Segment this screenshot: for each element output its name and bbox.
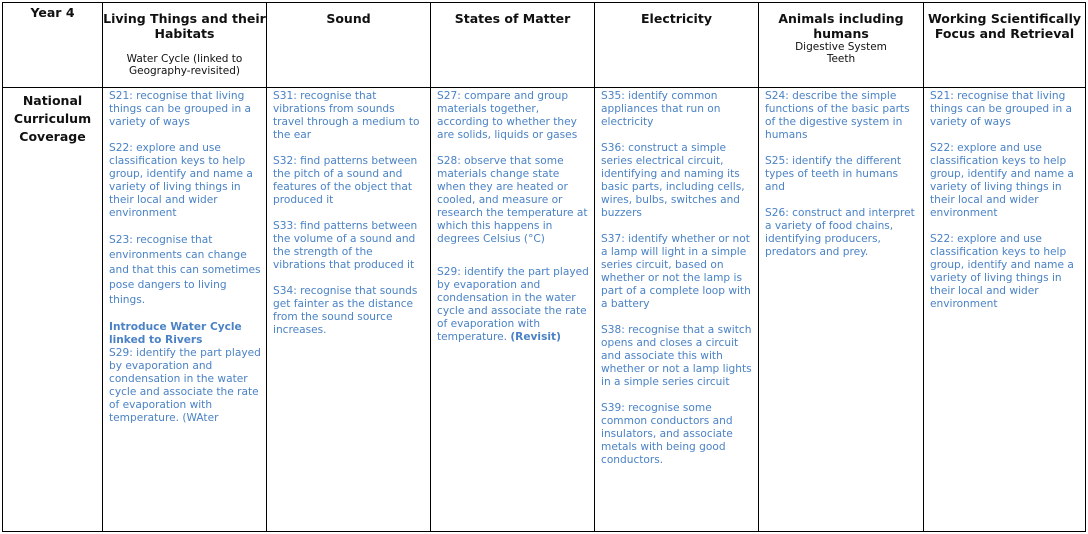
objective-text: S39: recognise some common conductors and insulators, and associate metals with being good conductors. [601, 402, 733, 466]
column-subtitle: Water Cycle (linked to Geography-revisited) [126, 53, 243, 77]
objective-text: S35: identify common appliances that run on electricity [601, 90, 721, 128]
cell-electricity [595, 88, 759, 532]
objective-text [437, 266, 590, 344]
objective-text: S25: identify the different types of teeth in humans and [765, 155, 902, 193]
objective-text: S34: recognise that sounds get fainter as the distance from the sound source increases. [273, 285, 418, 336]
objective-text: S24: describe the simple functions of the basic parts of the digestive system in humans [765, 90, 910, 141]
corner-cell [3, 3, 103, 88]
column-subtitle: Digestive System [795, 41, 887, 53]
column-title: Electricity [641, 11, 712, 26]
row-label-line: Coverage [19, 129, 86, 144]
column-title: States of Matter [454, 11, 571, 26]
objective-text: S27: compare and group materials together, according to whether they are solids, liquids or gases [437, 90, 578, 141]
row-label-cell [3, 88, 103, 532]
objective-text: S37: identify whether or not a lamp will light in a simple series circuit, based on whether or not the lamp is part of a complete loop with a battery [601, 233, 751, 310]
objective-text: S29: identify the part played by evaporation and condensation in the water cycle and associate the rate of evaporation with temperature. (WAter [109, 347, 261, 424]
objective-text: S32: find patterns between the pitch of a sound and features of the object that produced it [273, 155, 418, 206]
column-header-states-of-matter [431, 3, 595, 88]
row-label-line: Curriculum [13, 111, 92, 126]
objective-text: S33: find patterns between the volume of a sound and the strength of the vibrations that produced it [273, 220, 418, 271]
column-header-animals [759, 3, 924, 88]
cell-living-things [103, 88, 267, 532]
objective-text: S23: recognise that environments can change and that this can sometimes pose dangers to living things. [109, 234, 261, 306]
curriculum-table [2, 2, 1086, 532]
column-subtitle: Teeth [826, 53, 856, 65]
header-row [3, 3, 1086, 88]
row-label-line: National [22, 93, 83, 108]
column-header-working-scientifically [924, 3, 1086, 88]
year-label: Year 4 [30, 5, 75, 20]
objective-text: S21: recognise that living things can be grouped in a variety of ways [930, 90, 1073, 128]
column-title: Working Scientifically Focus and Retrieval [927, 11, 1082, 41]
column-header-living-things [103, 3, 267, 88]
column-title: Animals including humans [778, 11, 904, 41]
objective-body: S29: identify the part played by evaporation and condensation in the water cycle and associate the rate of evaporation with temperature. [437, 266, 589, 343]
objective-text: S26: construct and interpret a variety of food chains, identifying producers, predators and prey. [765, 207, 915, 258]
column-title: Sound [326, 11, 371, 26]
cell-working-scientifically [924, 88, 1086, 532]
cell-states-of-matter [431, 88, 595, 532]
objective-text: S21: recognise that living things can be grouped in a variety of ways [109, 90, 252, 128]
coverage-row [3, 88, 1086, 532]
objective-text: S22: explore and use classification keys to help group, identify and name a variety of living things in their local and wider environment [930, 142, 1074, 219]
column-title: Living Things and their Habitats [103, 11, 266, 41]
objective-heading: Introduce Water Cycle linked to Rivers [109, 321, 242, 346]
objective-text: S38: recognise that a switch opens and closes a circuit and associate this with whether or not a lamp lights in a simple series circuit [601, 324, 752, 388]
revisit-tag: (Revisit) [510, 331, 561, 343]
column-header-electricity [595, 3, 759, 88]
objective-text: S22: explore and use classification keys to help group, identify and name a variety of living things in their local and wider environment [930, 233, 1074, 310]
objective-text: S28: observe that some materials change state when they are heated or cooled, and measure or research the temperature at which this happens in degrees Celsius (°C) [437, 155, 588, 245]
objective-text: S36: construct a simple series electrical circuit, identifying and naming its basic parts, including cells, wires, bulbs, switches and buzzers [601, 142, 745, 219]
cell-sound [267, 88, 431, 532]
objective-text: S22: explore and use classification keys to help group, identify and name a variety of living things in their local and wider environment [109, 142, 253, 219]
column-header-sound [267, 3, 431, 88]
objective-text: S31: recognise that vibrations from sounds travel through a medium to the ear [273, 90, 420, 141]
cell-animals [759, 88, 924, 532]
